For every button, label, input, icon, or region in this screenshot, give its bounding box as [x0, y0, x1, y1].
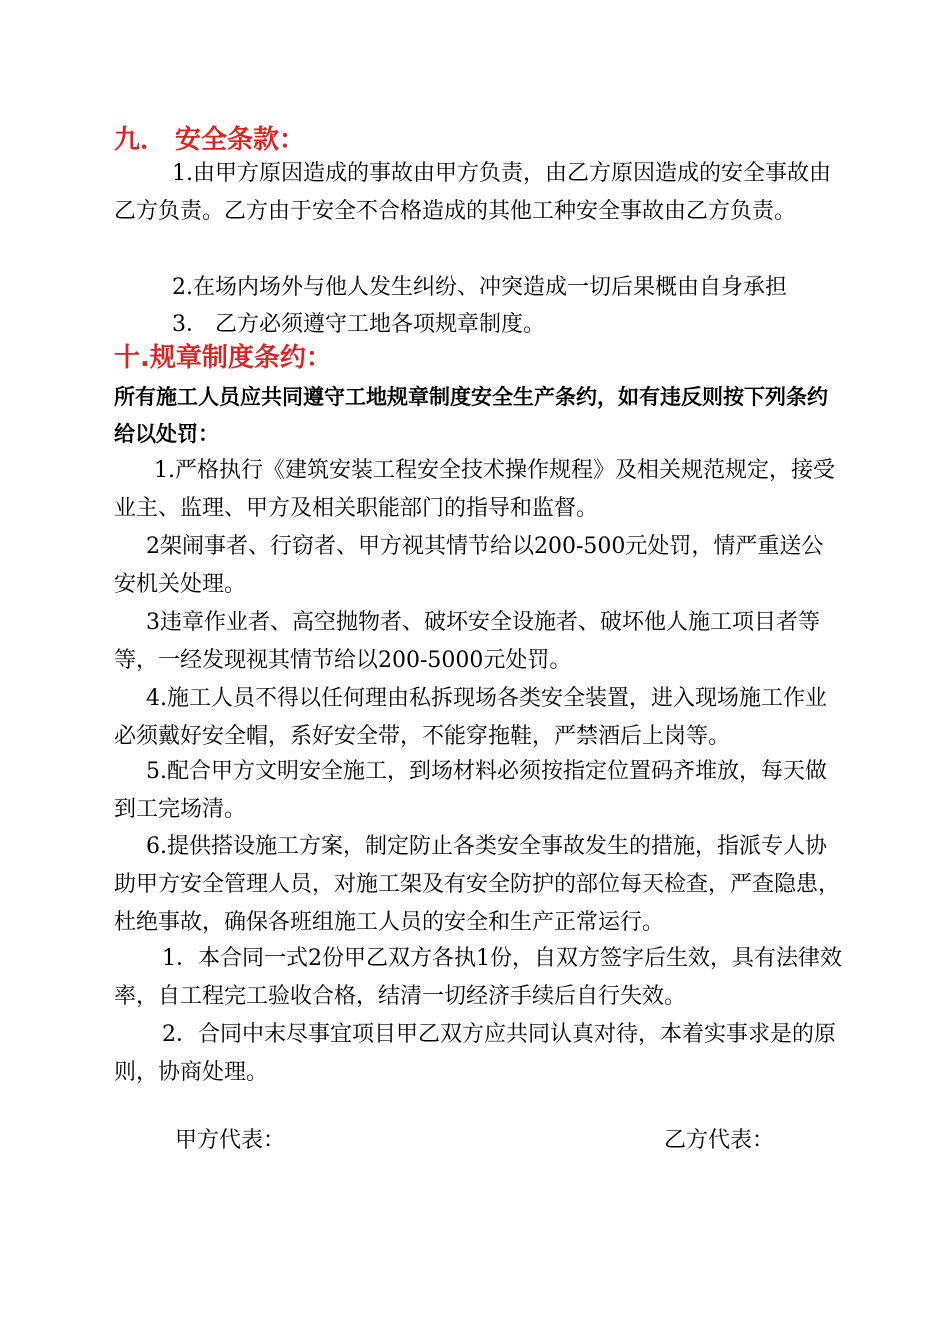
section-10-item-1: 1.严格执行《建筑安装工程安全技术操作规程》及相关规范规定，接受业主、监理、甲方及相关职能部门的指导和监督。: [114, 458, 835, 521]
contract-term-2: 2．合同中末尽事宜项目甲乙双方应共同认真对待，本着实事求是的原则，协商处理。: [114, 1022, 836, 1085]
section-9-heading: 九． 安全条款：: [114, 125, 306, 155]
section-10-intro: 所有施工人员应共同遵守工地规章制度安全生产条约，如有违反则按下列条约给以处罚：: [114, 385, 828, 446]
section-10-item-6: 6.提供搭设施工方案，制定防止各类安全事故发生的措施，指派专人协助甲方安全管理人员，对施工架及有安全防护的部位每天检查，严查隐患，杜绝事故，确保各班组施工人员的安全和生产正常运行。: [114, 834, 841, 935]
section-9-item-2: 2.在场内场外与他人发生纠纷、冲突造成一切后果概由自身承担: [172, 275, 787, 300]
contract-term-1: 1．本合同一式2份甲乙双方各执1份，自双方签字后生效，具有法律效率，自工程完工验收合格，结清一切经济手续后自行失效。: [114, 946, 842, 1009]
party-a-signature-label: 甲方代表：: [175, 1128, 286, 1153]
section-10-item-3: 3违章作业者、高空抛物者、破坏安全设施者、破坏他人施工项目者等等，一经发现视其情节给以200-5000元处罚。: [114, 610, 820, 673]
section-9-item-3: 3． 乙方必须遵守工地各项规章制度。: [172, 312, 545, 337]
section-9-item-1: 1.由甲方原因造成的事故由甲方负责，由乙方原因造成的安全事故由乙方负责。乙方由于安全不合格造成的其他工种安全事故由乙方负责。: [114, 161, 831, 224]
section-10-item-2: 2架闹事者、行窃者、甲方视其情节给以200-500元处罚，情严重送公安机关处理。: [114, 534, 824, 597]
section-10-item-4: 4.施工人员不得以任何理由私拆现场各类安全装置，进入现场施工作业必须戴好安全帽，系好安全带，不能穿拖鞋，严禁酒后上岗等。: [114, 686, 827, 749]
section-10-heading: 十.规章制度条约：: [114, 343, 332, 373]
section-10-item-5: 5.配合甲方文明安全施工，到场材料必须按指定位置码齐堆放，每天做到工完场清。: [114, 759, 827, 822]
party-b-signature-label: 乙方代表：: [664, 1128, 775, 1153]
